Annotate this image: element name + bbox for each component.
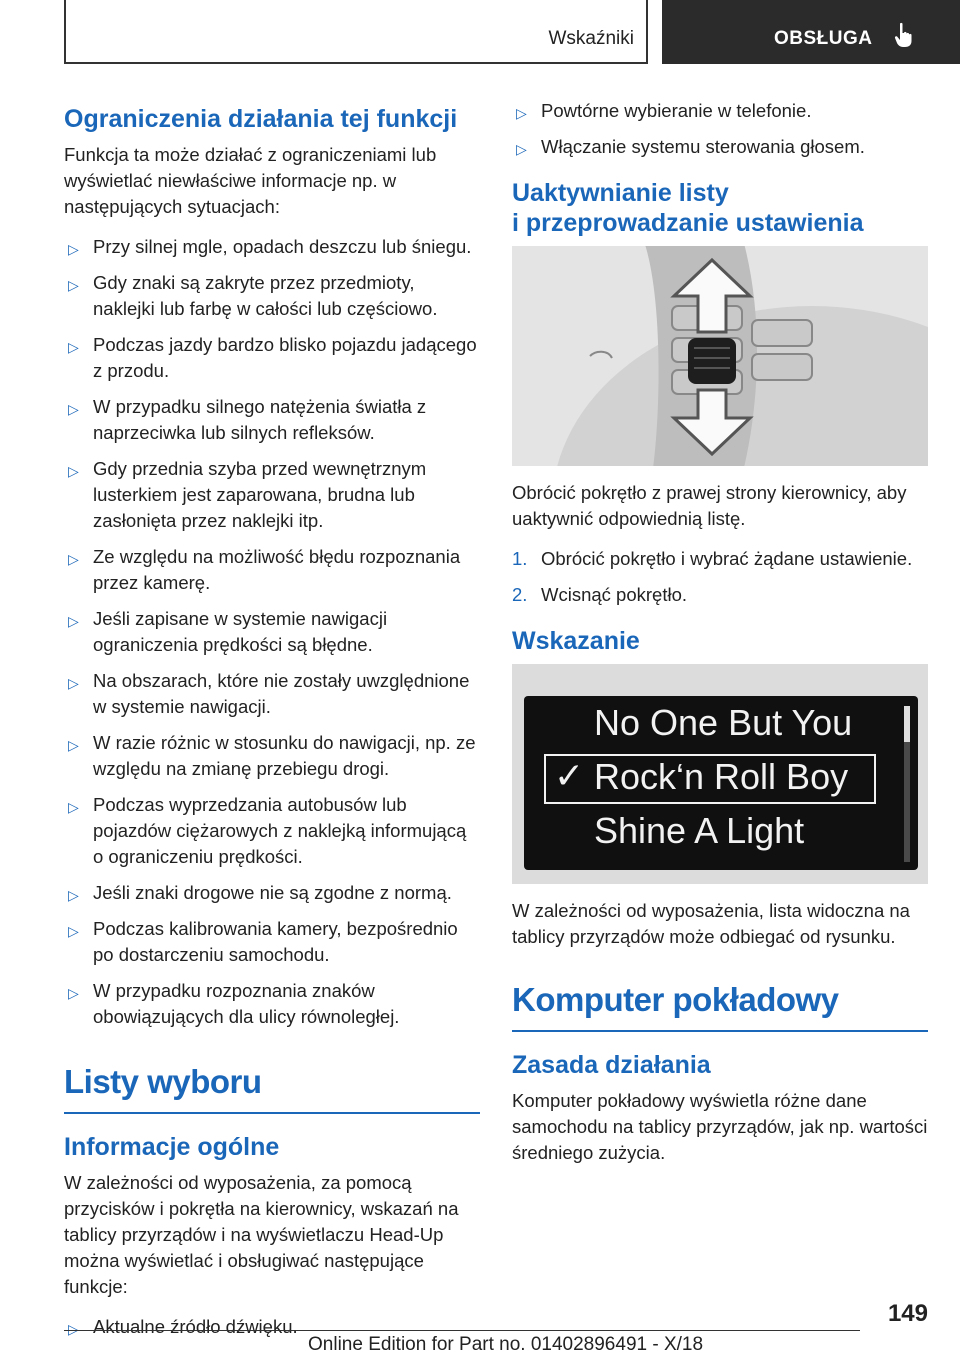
limits-item — [64, 332, 480, 384]
steering-wheel-figure — [512, 246, 928, 466]
limits-item-text: Jeśli zapisane w systemie nawigacji ograniczenia prędkości są błędne. — [93, 608, 388, 655]
step-item — [512, 546, 928, 572]
limits-item — [64, 978, 480, 1030]
triangle-bullet-icon: ▷ — [68, 241, 79, 257]
step-number: 2. — [512, 584, 528, 605]
general-item-text: Powtórne wybieranie w telefonie. — [541, 100, 812, 121]
section-title: Wskaźniki — [548, 28, 634, 49]
display-item-2: Rock‘n Roll Boy — [594, 756, 849, 797]
header-section-box — [64, 0, 648, 64]
display-item-1: No One But You — [594, 702, 853, 743]
limits-item-text: Gdy znaki są zakryte przez przedmioty, naklejki lub farbę w całości lub częściowo. — [93, 272, 438, 319]
step-text: Wcisnąć pokrętło. — [541, 584, 687, 605]
display-item-3: Shine A Light — [594, 810, 805, 851]
limits-item-text: Ze względu na możliwość błędu rozpoznania przez kamerę. — [93, 546, 461, 593]
triangle-bullet-icon: ▷ — [68, 923, 79, 939]
limits-item — [64, 730, 480, 782]
limits-item-text: Podczas kalibrowania kamery, bezpośrednio po dostarczeniu samochodu. — [93, 918, 458, 965]
triangle-bullet-icon: ▷ — [68, 613, 79, 629]
triangle-bullet-icon: ▷ — [516, 105, 527, 121]
triangle-bullet-icon: ▷ — [68, 277, 79, 293]
activate-heading-line-2: i przeprowadzanie ustawienia — [512, 209, 864, 237]
limits-item-text: W przypadku silnego natężenia światła z naprzeciwka lub silnych refleksów. — [93, 396, 427, 443]
activate-text: Obrócić pokrętło z prawej strony kierownicy, aby uaktywnić odpowiednią listę. — [512, 482, 907, 529]
lists-heading-block — [64, 1062, 480, 1114]
activate-heading-line-1: Uaktywnianie listy — [512, 179, 729, 207]
limits-item-text: Podczas jazdy bardzo blisko pojazdu jadącego z przodu. — [93, 334, 477, 381]
steering-wheel-illustration — [512, 246, 928, 466]
limits-item-text: W razie różnic w stosunku do nawigacji, np. ze względu na zmianę przebiegu drogi. — [93, 732, 476, 779]
triangle-bullet-icon: ▷ — [516, 141, 527, 157]
footer-rule — [64, 1330, 860, 1331]
limits-list — [64, 234, 480, 1030]
general-item — [512, 98, 928, 124]
limits-heading: Ograniczenia działania tej funkcji — [64, 105, 458, 133]
limits-item-text: Gdy przednia szyba przed wewnętrznym lusterkiem jest zaparowana, brudna lub zasłonięta przez naklejki itp. — [93, 458, 427, 531]
general-item-text: Włączanie systemu sterowania głosem. — [541, 136, 865, 157]
limits-intro: Funkcja ta może działać z ograniczeniami lub wyświetlać niewłaściwe informacje np. w następujących sytuacjach: — [64, 144, 437, 217]
step-number: 1. — [512, 548, 528, 569]
triangle-bullet-icon: ▷ — [68, 737, 79, 753]
principle-text: Komputer pokładowy wyświetla różne dane samochodu na tablicy przyrządów, jak np. wartości średniego zużycia. — [512, 1090, 928, 1163]
steps-list — [512, 546, 928, 608]
display-scroll-thumb — [904, 706, 910, 742]
limits-item — [64, 456, 480, 534]
right-column — [512, 98, 928, 1180]
display-scrollbar — [904, 706, 910, 862]
limits-item-text: Przy silnej mgle, opadach deszczu lub śniegu. — [93, 236, 472, 257]
triangle-bullet-icon: ▷ — [68, 401, 79, 417]
display-screen — [524, 696, 918, 870]
limits-item — [64, 270, 480, 322]
limits-item — [64, 606, 480, 658]
triangle-bullet-icon: ▷ — [68, 1321, 79, 1337]
triangle-bullet-icon: ▷ — [68, 887, 79, 903]
principle-heading: Zasada działania — [512, 1051, 711, 1079]
display-note: W zależności od wyposażenia, lista widoczna na tablicy przyrządów może odbiegać od rysunku. — [512, 900, 910, 947]
activate-heading — [512, 178, 928, 238]
general-heading: Informacje ogólne — [64, 1133, 280, 1161]
lists-heading: Listy wyboru — [64, 1063, 262, 1100]
limits-item — [64, 792, 480, 870]
left-column — [64, 104, 480, 1354]
limits-item — [64, 916, 480, 968]
limits-item — [64, 234, 480, 260]
general-text: W zależności od wyposażenia, za pomocą przycisków i pokrętła na kierownicy, wskazań na tablicy przyrządów i na wyświetlaczu Head-Up można wyświetlać i obsługiwać następujące funkcje: — [64, 1172, 459, 1297]
page-number: 149 — [887, 1300, 928, 1327]
limits-item — [64, 544, 480, 596]
pointing-hand-icon — [894, 22, 916, 48]
limits-item-text: Na obszarach, które nie zostały uwzględnione w systemie nawigacji. — [93, 670, 470, 717]
step-item — [512, 582, 928, 608]
triangle-bullet-icon: ▷ — [68, 551, 79, 567]
computer-heading: Komputer pokładowy — [512, 981, 839, 1018]
limits-item — [64, 668, 480, 720]
triangle-bullet-icon: ▷ — [68, 463, 79, 479]
step-text: Obrócić pokrętło i wybrać żądane ustawienie. — [541, 548, 913, 569]
general-item-text: Aktualne źródło dźwięku. — [93, 1316, 298, 1337]
footer-edition: Online Edition for Part no. 01402896491 - X/18 — [308, 1334, 704, 1355]
limits-item-text: Podczas wyprzedzania autobusów lub pojazdów ciężarowych z naklejką informującą o ograniczeniu prędkości. — [93, 794, 467, 867]
display-heading: Wskazanie — [512, 627, 640, 655]
general-list-continued — [512, 98, 928, 160]
triangle-bullet-icon: ▷ — [68, 799, 79, 815]
computer-heading-block — [512, 980, 928, 1032]
triangle-bullet-icon: ▷ — [68, 675, 79, 691]
limits-item-text: Jeśli znaki drogowe nie są zgodne z normą. — [93, 882, 452, 903]
triangle-bullet-icon: ▷ — [68, 339, 79, 355]
general-item — [512, 134, 928, 160]
limits-item — [64, 394, 480, 446]
triangle-bullet-icon: ▷ — [68, 985, 79, 1001]
chapter-title: OBSŁUGA — [774, 28, 873, 49]
header-chapter-box — [662, 0, 960, 64]
display-figure — [512, 664, 928, 884]
display-check-icon: ✓ — [554, 756, 585, 797]
limits-item — [64, 880, 480, 906]
limits-item-text: W przypadku rozpoznania znaków obowiązujących dla ulicy równoległej. — [93, 980, 400, 1027]
